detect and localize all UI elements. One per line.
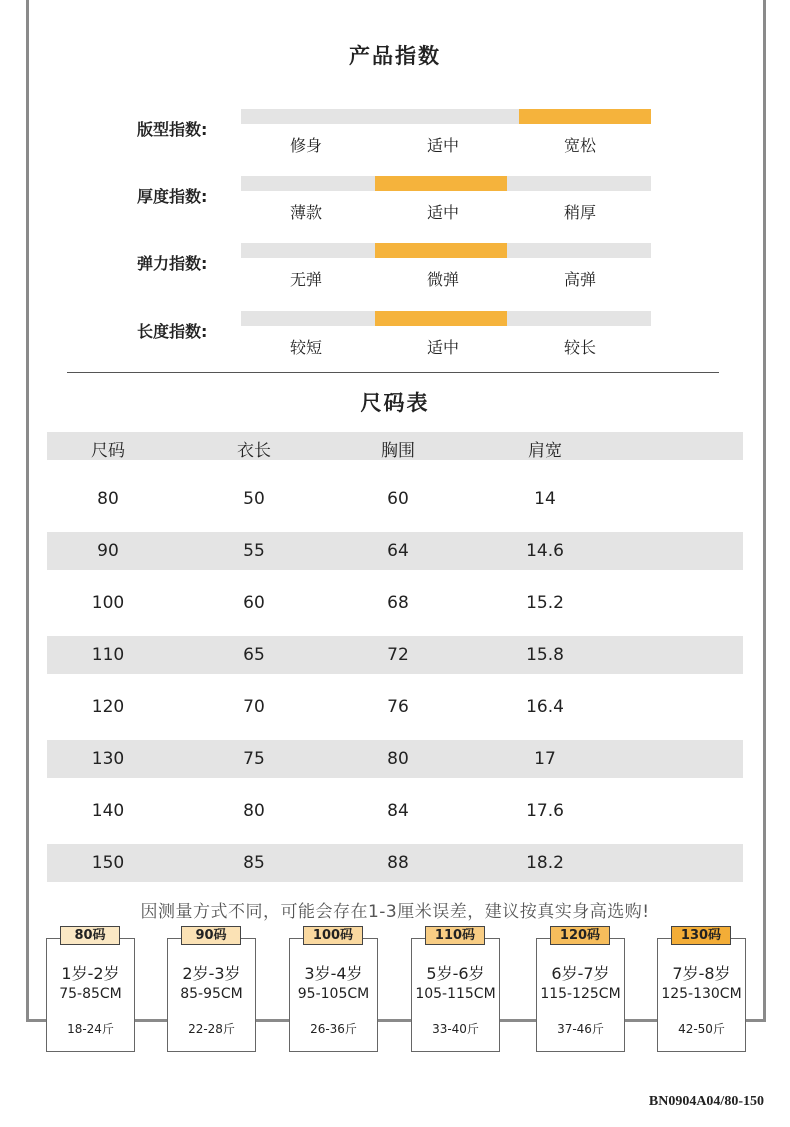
size-tag: 100码 [303, 926, 363, 945]
card-height: 105-115CM [415, 986, 496, 1002]
table-cell: 60 [243, 593, 265, 613]
card-height: 75-85CM [59, 986, 122, 1002]
header-size: 尺码 [91, 441, 125, 461]
card-age: 5岁-6岁 [426, 964, 485, 983]
measurement-note: 因测量方式不同，可能会存在1-3厘米误差，建议按真实身高选购! [140, 902, 650, 922]
size-table-title: 尺码表 [360, 391, 430, 415]
card-age: 6岁-7岁 [551, 964, 610, 983]
table-cell: 50 [243, 489, 265, 509]
index-option: 修身 [289, 136, 322, 155]
index-bar-fill [375, 311, 507, 326]
table-row [47, 532, 743, 570]
card-weight: 33-40斤 [432, 1022, 479, 1036]
product-code: BN0904A04/80-150 [648, 1094, 764, 1109]
size-guide-card [657, 938, 746, 1052]
table-cell: 17 [534, 749, 556, 769]
index-label: 版型指数: [137, 120, 208, 139]
table-cell: 85 [243, 853, 265, 873]
index-row [0, 109, 790, 169]
card-weight: 42-50斤 [678, 1022, 725, 1036]
index-bar-fill [375, 243, 507, 258]
card-age: 3岁-4岁 [304, 964, 363, 983]
table-cell: 84 [387, 801, 409, 821]
card-age: 7岁-8岁 [672, 964, 731, 983]
header-shoulder: 肩宽 [528, 441, 562, 461]
index-bar [241, 176, 651, 191]
table-cell: 14.6 [526, 541, 564, 561]
card-age: 1岁-2岁 [61, 964, 120, 983]
card-weight: 37-46斤 [557, 1022, 604, 1036]
table-cell: 55 [243, 541, 265, 561]
index-bar-fill [375, 176, 507, 191]
card-height: 85-95CM [180, 986, 243, 1002]
size-tag: 110码 [425, 926, 485, 945]
table-row [47, 740, 743, 778]
table-cell: 120 [91, 697, 125, 717]
table-cell: 72 [387, 645, 409, 665]
index-bar-fill [519, 109, 651, 124]
table-cell: 65 [243, 645, 265, 665]
index-bar [241, 311, 651, 326]
size-guide-card [167, 938, 256, 1052]
index-option: 稍厚 [563, 203, 596, 222]
product-index-title: 产品指数 [349, 44, 441, 68]
index-label: 长度指数: [137, 322, 208, 341]
index-row [0, 176, 790, 236]
index-label: 弹力指数: [137, 254, 208, 273]
index-row [0, 311, 790, 371]
size-tag: 130码 [671, 926, 731, 945]
index-option: 适中 [426, 203, 459, 222]
size-table-header [47, 432, 743, 460]
size-tag: 80码 [60, 926, 120, 945]
index-option: 无弹 [289, 270, 322, 289]
table-cell: 130 [91, 749, 125, 769]
card-height: 95-105CM [297, 986, 370, 1002]
index-option: 适中 [426, 338, 459, 357]
table-row [47, 480, 743, 518]
table-cell: 80 [97, 489, 119, 509]
table-cell: 15.2 [526, 593, 564, 613]
table-row [47, 584, 743, 622]
index-row [0, 243, 790, 303]
header-chest: 胸围 [381, 441, 415, 461]
card-height: 125-130CM [661, 986, 742, 1002]
table-cell: 150 [91, 853, 125, 873]
header-length: 衣长 [237, 441, 271, 461]
table-cell: 76 [387, 697, 409, 717]
table-row [47, 636, 743, 674]
table-cell: 14 [534, 489, 556, 509]
table-cell: 70 [243, 697, 265, 717]
size-guide-card [289, 938, 378, 1052]
index-bar [241, 109, 651, 124]
index-option: 较短 [289, 338, 322, 357]
table-cell: 64 [387, 541, 409, 561]
table-cell: 90 [97, 541, 119, 561]
table-cell: 100 [91, 593, 125, 613]
table-cell: 75 [243, 749, 265, 769]
card-weight: 26-36斤 [310, 1022, 357, 1036]
table-cell: 80 [387, 749, 409, 769]
size-tag: 120码 [550, 926, 610, 945]
table-cell: 18.2 [526, 853, 564, 873]
table-cell: 140 [91, 801, 125, 821]
table-cell: 68 [387, 593, 409, 613]
table-cell: 110 [91, 645, 125, 665]
section-divider [67, 372, 719, 373]
table-row [47, 688, 743, 726]
card-weight: 22-28斤 [188, 1022, 235, 1036]
table-cell: 60 [387, 489, 409, 509]
size-guide-card [46, 938, 135, 1052]
index-option: 适中 [426, 136, 459, 155]
table-cell: 88 [387, 853, 409, 873]
table-row [47, 844, 743, 882]
card-weight: 18-24斤 [67, 1022, 114, 1036]
table-cell: 80 [243, 801, 265, 821]
index-label: 厚度指数: [137, 187, 208, 206]
size-guide-card [536, 938, 625, 1052]
table-row [47, 792, 743, 830]
index-bar [241, 243, 651, 258]
table-cell: 17.6 [526, 801, 564, 821]
index-option: 宽松 [563, 136, 596, 155]
index-option: 薄款 [289, 203, 322, 222]
index-option: 高弹 [563, 270, 596, 289]
card-height: 115-125CM [540, 986, 621, 1002]
size-guide-card [411, 938, 500, 1052]
index-option: 较长 [563, 338, 596, 357]
table-cell: 16.4 [526, 697, 564, 717]
size-tag: 90码 [181, 926, 241, 945]
table-cell: 15.8 [526, 645, 564, 665]
index-option: 微弹 [426, 270, 459, 289]
card-age: 2岁-3岁 [182, 964, 241, 983]
